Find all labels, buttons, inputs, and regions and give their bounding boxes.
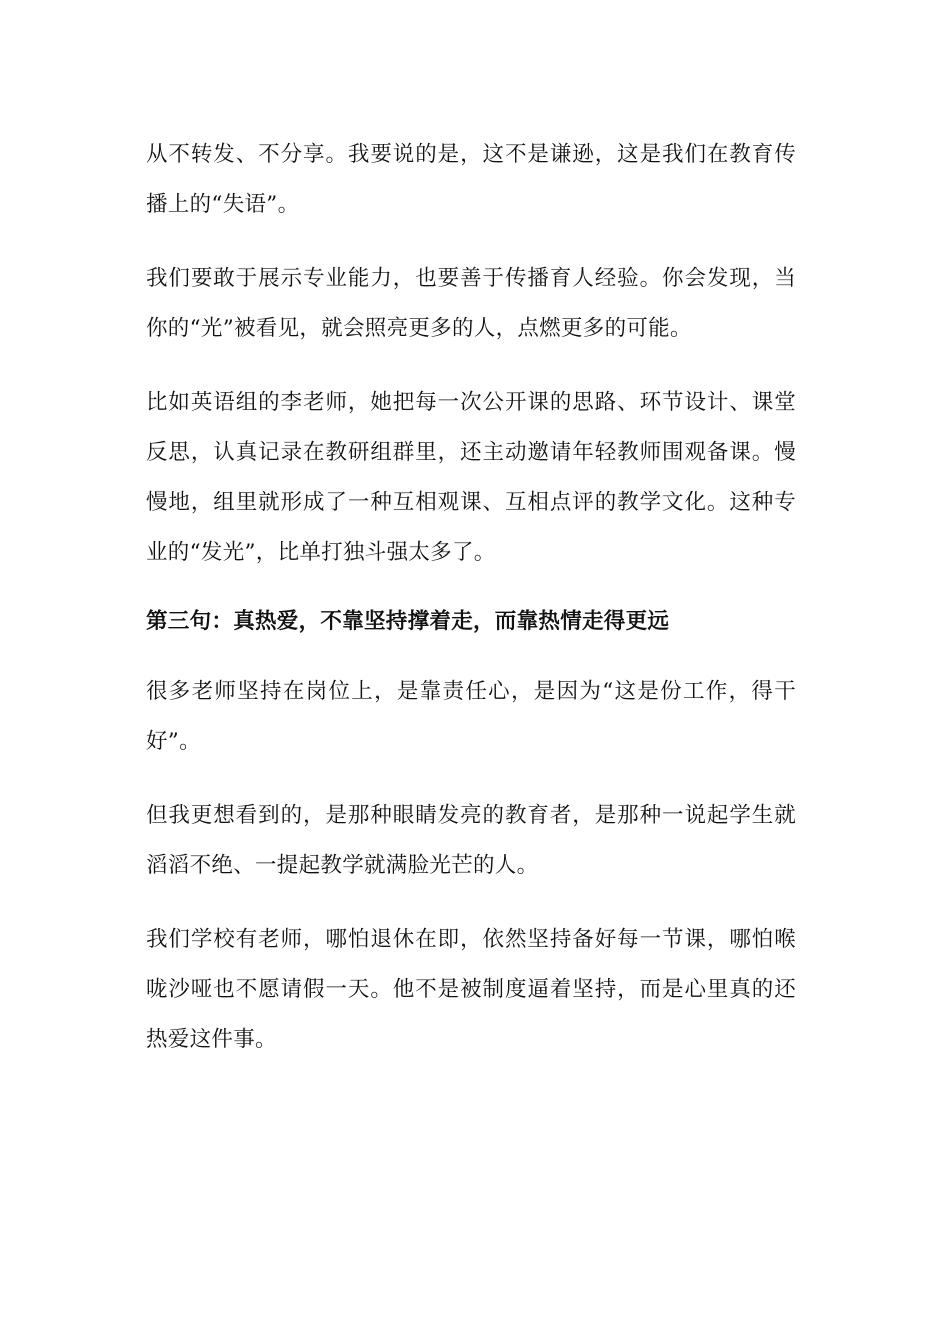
- section-heading: 第三句：真热爱，不靠坚持撑着走，而靠热情走得更远: [146, 609, 670, 634]
- paragraph-6: 我们学校有老师，哪怕退休在即，依然坚持备好每一节课，哪怕喉咙沙哑也不愿请假一天。他不是被制度逼着坚持，而是心里真的还热爱这件事。: [146, 927, 796, 1052]
- paragraph-1: 从不转发、不分享。我要说的是，这不是谦逊，这是我们在教育传播上的“失语”。: [146, 142, 796, 217]
- document-body: [146, 130, 796, 1089]
- paragraph-5: 但我更想看到的，是那种眼睛发亮的教育者，是那种一说起学生就滔滔不绝、一提起教学就满脸光芒的人。: [146, 803, 796, 878]
- paragraph-4: 很多老师坚持在岗位上，是靠责任心，是因为“这是份工作，得干好”。: [146, 679, 796, 754]
- paragraph-3: 比如英语组的李老师，她把每一次公开课的思路、环节设计、课堂反思，认真记录在教研组群里，还主动邀请年轻教师围观备课。慢慢地，组里就形成了一种互相观课、互相点评的教学文化。这种专业的“发光”，比单打独斗强太多了。: [146, 390, 796, 565]
- paragraph-2: 我们要敢于展示专业能力，也要善于传播育人经验。你会发现，当你的“光”被看见，就会照亮更多的人，点燃更多的可能。: [146, 266, 796, 341]
